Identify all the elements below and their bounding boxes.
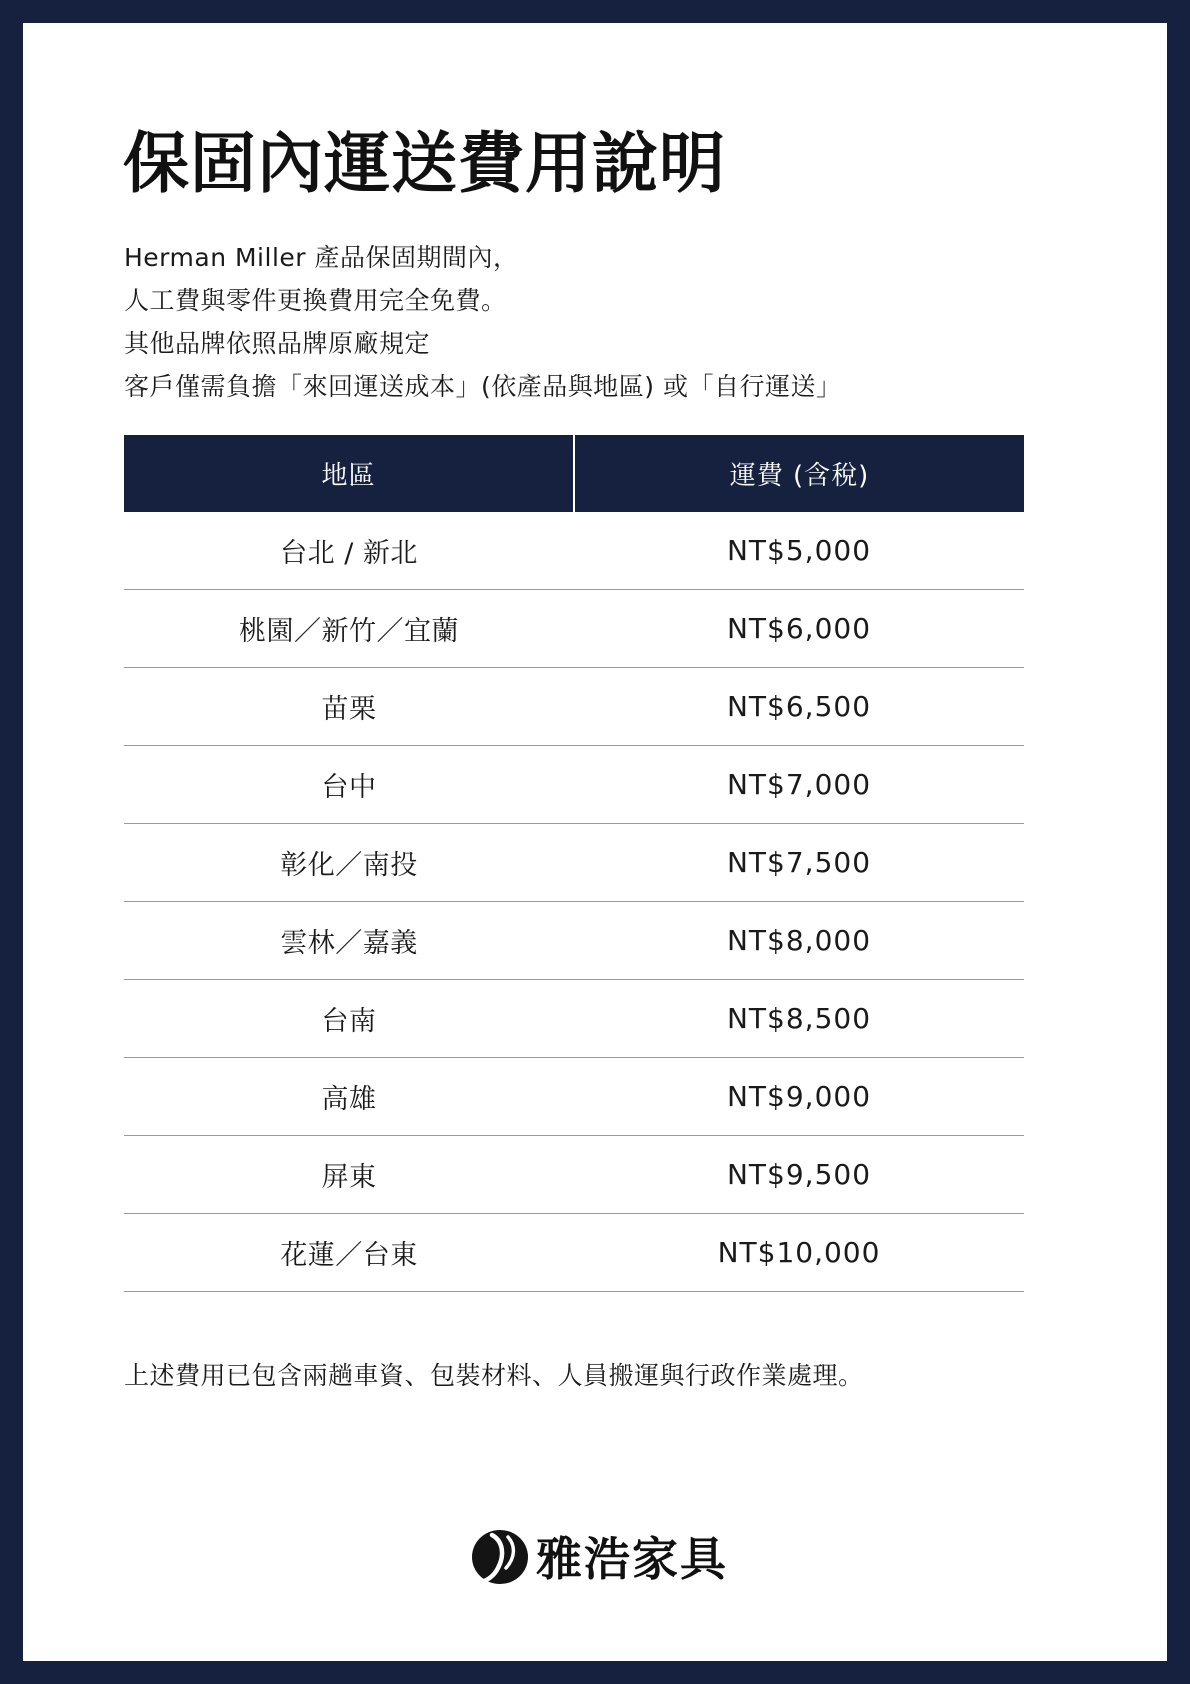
- brand-name: 雅浩家具: [536, 1532, 728, 1586]
- page-title: 保固內運送費用說明: [123, 124, 726, 202]
- table-row: [124, 1136, 1024, 1214]
- region-cell: 雲林／嘉義: [124, 902, 574, 980]
- intro-line: 客戶僅需負擔「來回運送成本」(依產品與地區) 或「自行運送」: [124, 372, 842, 401]
- shipping-fee-table: [124, 435, 1024, 1292]
- region-cell: 台南: [124, 980, 574, 1058]
- table-row: [124, 824, 1024, 902]
- table-row: [124, 512, 1024, 590]
- fee-cell: NT$7,500: [574, 824, 1024, 902]
- table-row: [124, 668, 1024, 746]
- fee-cell: NT$10,000: [574, 1214, 1024, 1292]
- table-row: [124, 746, 1024, 824]
- intro-line: 人工費與零件更換費用完全免費。: [124, 286, 507, 315]
- region-cell: 彰化／南投: [124, 824, 574, 902]
- brand-logo: [468, 1520, 728, 1592]
- region-cell: 花蓮／台東: [124, 1214, 574, 1292]
- region-cell: 台中: [124, 746, 574, 824]
- table-row: [124, 902, 1024, 980]
- region-cell: 桃園／新竹／宜蘭: [124, 590, 574, 668]
- intro-line: Herman Miller 產品保固期間內，: [124, 243, 519, 272]
- fee-cell: NT$8,000: [574, 902, 1024, 980]
- intro-line: 其他品牌依照品牌原廠規定: [124, 329, 431, 358]
- table-row: [124, 1214, 1024, 1292]
- fee-cell: NT$8,500: [574, 980, 1024, 1058]
- header-region: 地區: [124, 435, 574, 512]
- brand-logo-icon: [468, 1524, 532, 1588]
- fee-cell: NT$9,500: [574, 1136, 1024, 1214]
- fee-cell: NT$9,000: [574, 1058, 1024, 1136]
- region-cell: 高雄: [124, 1058, 574, 1136]
- table-header-row: [124, 435, 1024, 512]
- region-cell: 屏東: [124, 1136, 574, 1214]
- fee-cell: NT$6,500: [574, 668, 1024, 746]
- fee-cell: NT$6,000: [574, 590, 1024, 668]
- footnote: 上述費用已包含兩趟車資、包裝材料、人員搬運與行政作業處理。: [124, 1361, 864, 1390]
- document-sheet: [23, 23, 1167, 1661]
- region-cell: 台北 / 新北: [124, 512, 574, 590]
- intro-text: [124, 236, 841, 408]
- table-row: [124, 590, 1024, 668]
- fee-cell: NT$5,000: [574, 512, 1024, 590]
- table-row: [124, 980, 1024, 1058]
- header-fee: 運費 (含稅): [574, 435, 1024, 512]
- fee-cell: NT$7,000: [574, 746, 1024, 824]
- region-cell: 苗栗: [124, 668, 574, 746]
- table-row: [124, 1058, 1024, 1136]
